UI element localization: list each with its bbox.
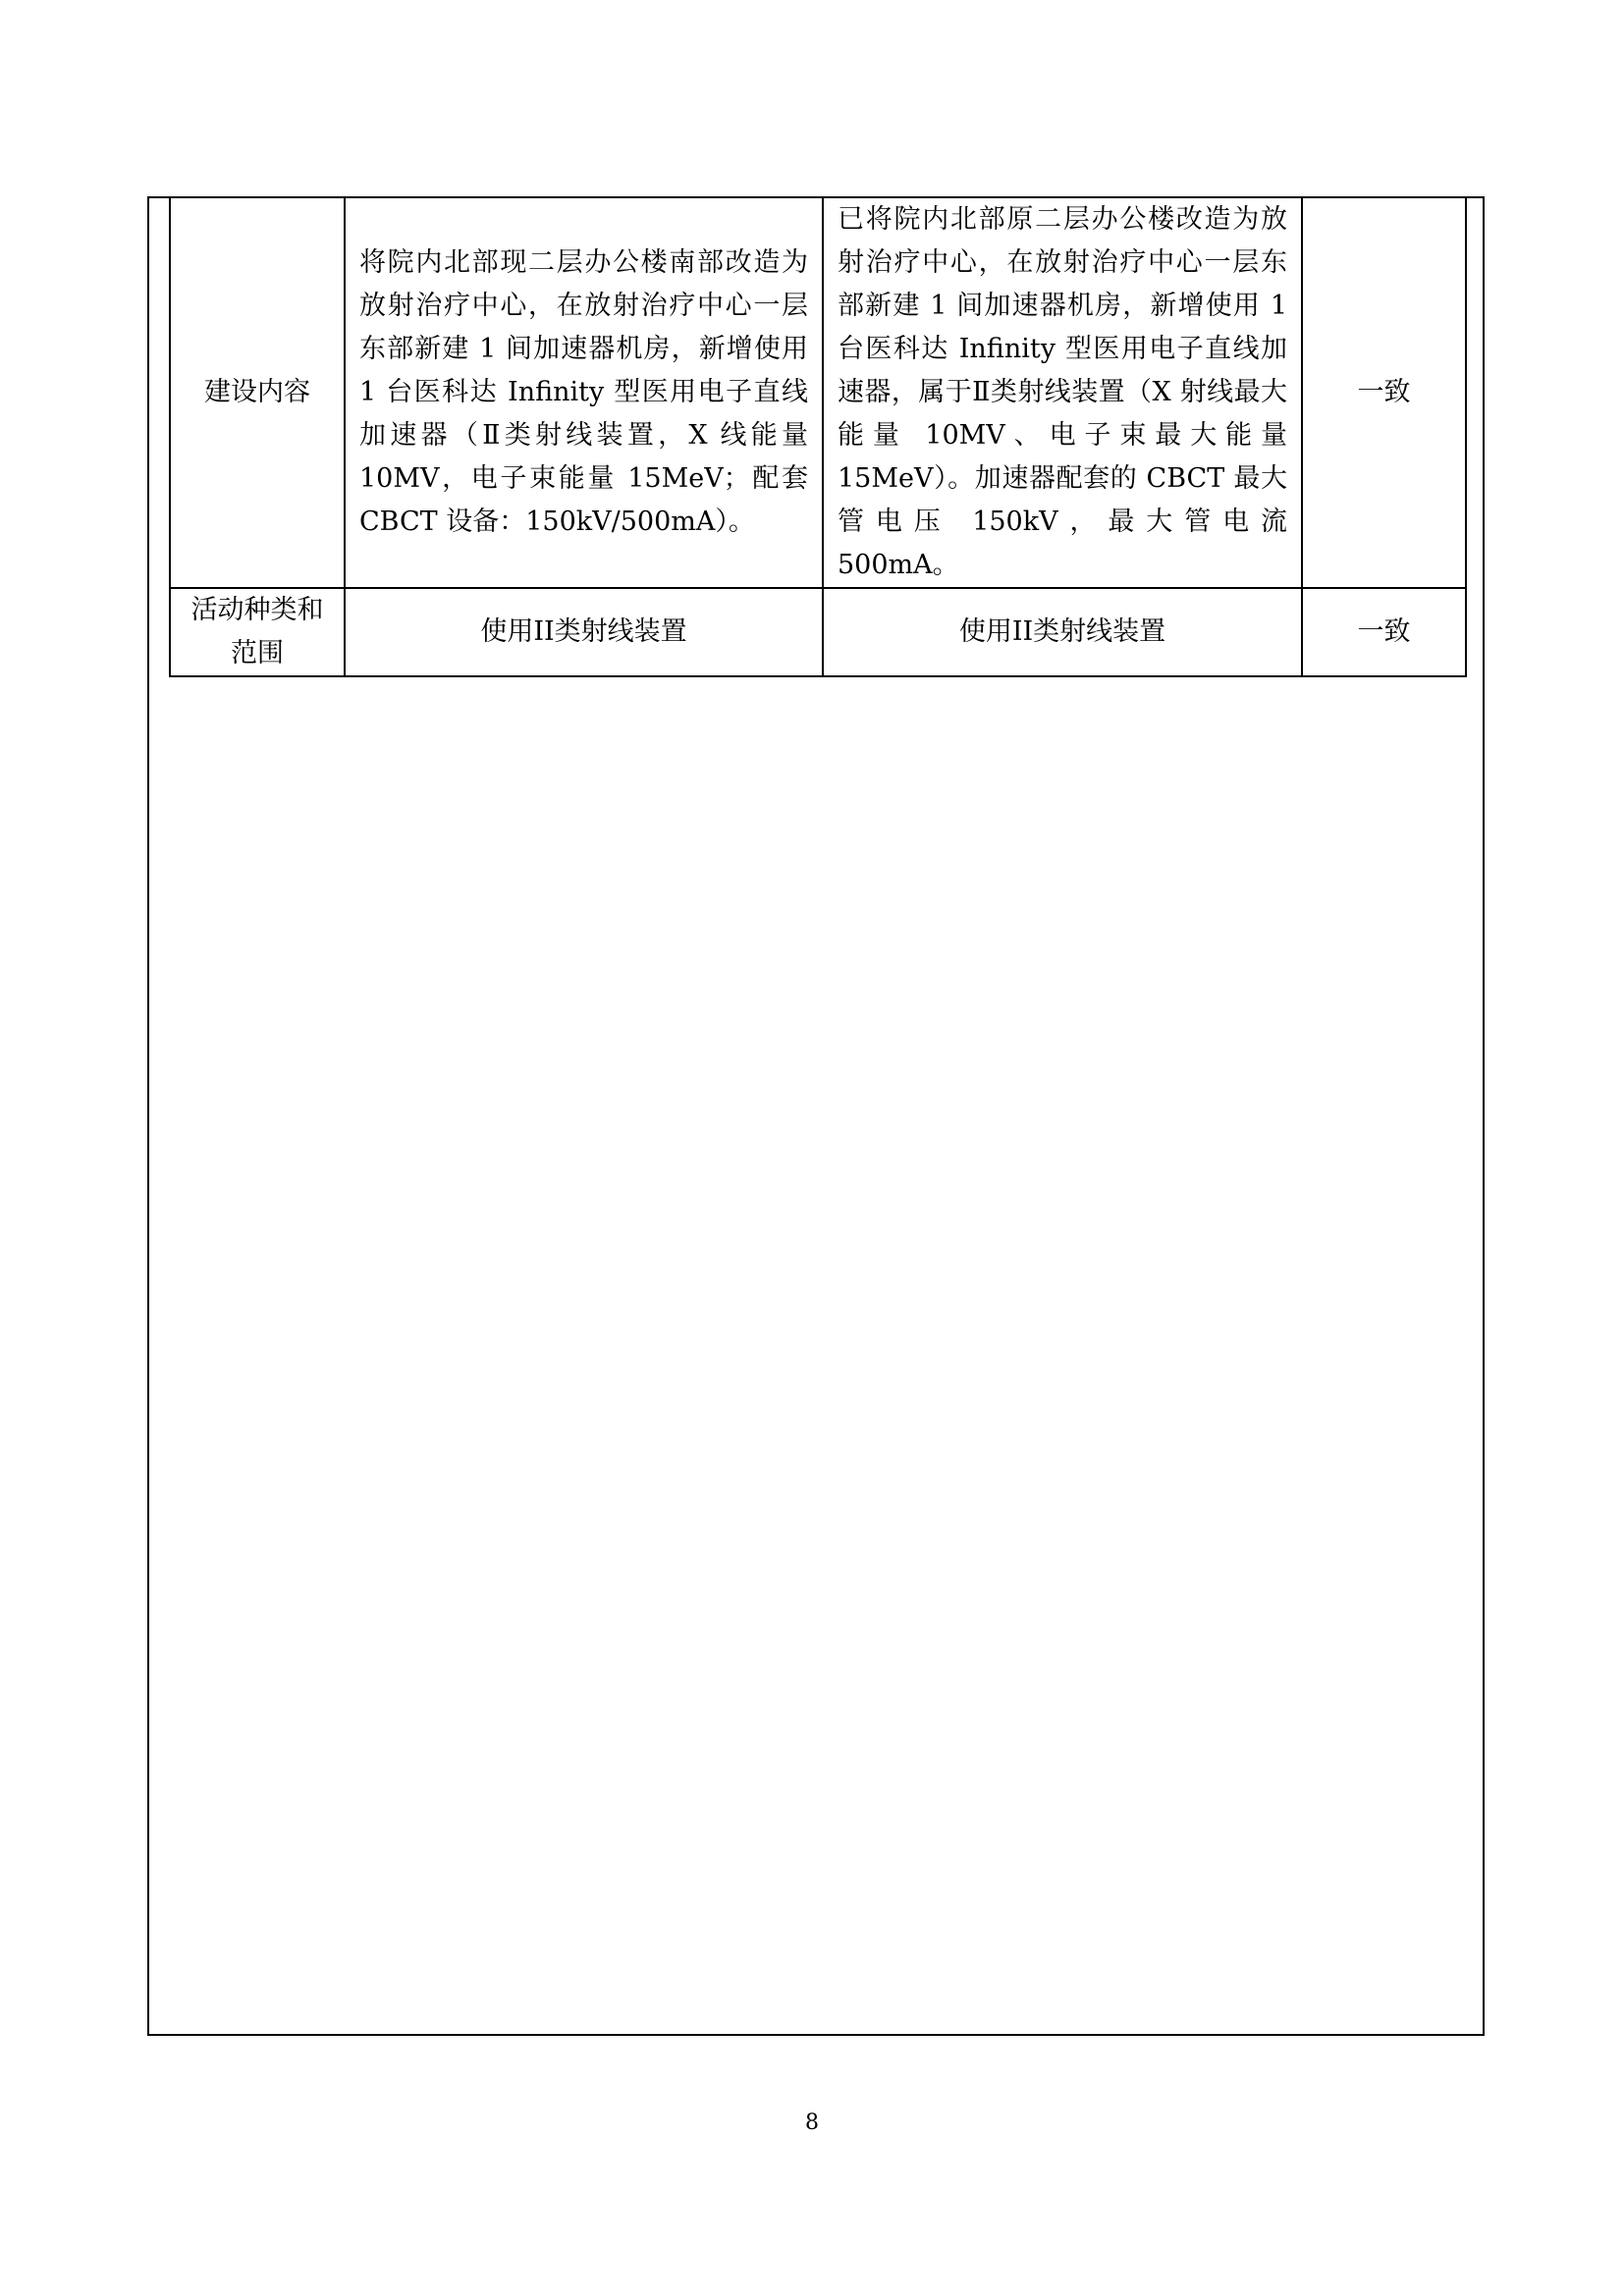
- table-row-construction-content: [170, 197, 1466, 588]
- row-label-activity-scope-line2: 范围: [231, 638, 284, 668]
- table-row-activity-scope: [170, 588, 1466, 676]
- approved-construction-content: 将院内北部现二层办公楼南部改造为放射治疗中心，在放射治疗中心一层东部新建 1 间加速器机房，新增使用 1 台医科达 Infinity 型医用电子直线加速器（Ⅱ类射线装置，X 线能量 10MV，电子束能量 15MeV；配套 CBCT 设备：150kV/500mA）。: [345, 197, 823, 588]
- result-construction-content: 一致: [1302, 197, 1466, 588]
- row-label-construction-content: 建设内容: [170, 197, 345, 588]
- comparison-table: [169, 196, 1467, 677]
- row-label-activity-scope: [170, 588, 345, 676]
- actual-activity-scope: 使用II类射线装置: [823, 588, 1302, 676]
- row-label-activity-scope-line1: 活动种类和: [190, 595, 324, 625]
- page-number: 8: [805, 2110, 819, 2135]
- actual-construction-content: 已将院内北部原二层办公楼改造为放射治疗中心，在放射治疗中心一层东部新建 1 间加速器机房，新增使用 1 台医科达 Infinity 型医用电子直线加速器，属于Ⅱ类射线装置（X 射线最大能量 10MV、电子束最大能量 15MeV）。加速器配套的 CBCT 最大管电压 150kV，最大管电流 500mA。: [823, 197, 1302, 588]
- result-activity-scope: 一致: [1302, 588, 1466, 676]
- approved-activity-scope: 使用II类射线装置: [345, 588, 823, 676]
